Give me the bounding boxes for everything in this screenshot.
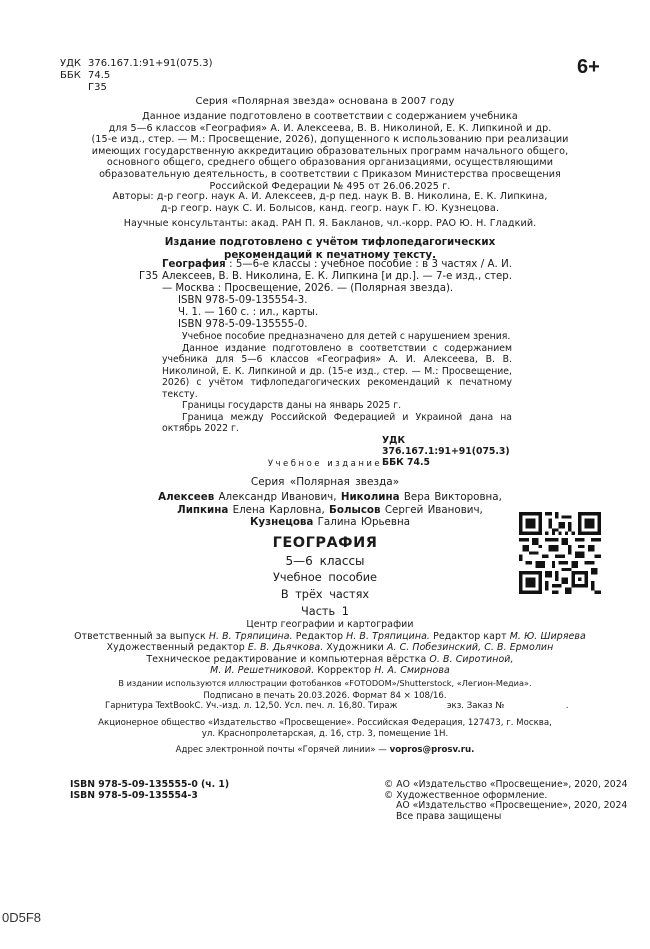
series-founded: Серия «Полярная звезда» основана в 2007 году: [195, 96, 455, 107]
credit-person: М. И. Решетниковой.: [210, 665, 315, 677]
author-name: Александр Иванович,: [218, 491, 337, 503]
author-mark: Г35: [88, 82, 107, 93]
authors-line: [40, 191, 620, 214]
isbn-set-footer: ISBN 978-5-09-135554-3: [70, 789, 198, 801]
credit-person: Н. В. Тряпицина.: [346, 630, 430, 642]
note-line: (15-е изд., стер. — М.: Просвещение, 2026), допущенного к использованию при реализации: [91, 134, 569, 146]
hotline-email[interactable]: vopros@prosv.ru.: [389, 745, 475, 755]
copyright-line-4: Все права защищены: [396, 810, 502, 822]
credit-person: Н. В. Тряпицина.: [208, 630, 293, 642]
credit-label: Редактор: [292, 630, 347, 642]
tiflo-line-2: рекомендаций к печатному тексту.: [223, 248, 437, 261]
author-surname: Кузнецова: [249, 516, 314, 528]
catalog-card: [162, 259, 512, 468]
credit-label: Корректор: [314, 665, 375, 677]
authors-row-2: [140, 504, 520, 517]
book-part: Часть 1: [301, 605, 349, 618]
isbn-part-footer: ISBN 978-5-09-135555-0 (ч. 1): [70, 779, 230, 790]
print-specs: [105, 701, 625, 712]
series: Серия «Полярная звезда»: [250, 476, 400, 488]
author-name: Вера Викторовна,: [403, 491, 502, 503]
print-specs-text: Гарнитура TextBookC. Уч.-изд. л. 12,50. Усл. печ. л. 16,80. Тираж: [105, 701, 398, 711]
credit-label: Художники: [323, 642, 387, 654]
author-name: Галина Юрьевна: [317, 516, 411, 528]
part-info: Ч. 1. — 160 с. : ил., карты.: [178, 307, 319, 318]
purpose: Учебное пособие предназначено для детей с нарушением зрения.: [182, 331, 511, 342]
copies-label: экз. Заказ №: [446, 701, 505, 711]
credit-label: Ответственный за выпуск: [74, 630, 209, 642]
note-line: Данное издание подготовлено в соответствии с содержанием учебника: [142, 111, 518, 122]
copyright-line-3: АО «Издательство «Просвещение», 2020, 2024: [396, 800, 628, 811]
edition-type: Учебное издание: [267, 459, 383, 469]
borders-date: Границы государств даны на январь 2025 г.: [182, 400, 402, 411]
credits-row-4: [20, 665, 640, 677]
book-parts: В трёх частях: [280, 588, 370, 601]
authors-row-1: [140, 491, 520, 504]
tiflo-line-1: Издание подготовлено с учётом тифлопедагогических: [164, 236, 496, 248]
credit-person: Е. В. Дьячкова.: [247, 642, 324, 654]
card-udk: [162, 435, 512, 457]
center: Центр географии и картографии: [246, 619, 414, 630]
credits: [20, 619, 640, 677]
authors-row-3: [140, 516, 520, 529]
catalog-title: [162, 259, 512, 295]
catalog-mark: Г35: [139, 271, 159, 282]
full-authors: [140, 491, 520, 529]
classification-block: [60, 58, 213, 94]
author-name: Елена Карловна,: [232, 503, 325, 516]
credits-row-1: [20, 631, 640, 643]
udk-value: 376.167.1:91+91(075.3): [88, 58, 213, 69]
illustrations-note: В издании используются иллюстрации фотобанков «FOTODOM»/Shutterstock, «Легион-Медиа».: [118, 678, 532, 688]
catalog-title-rest: : 5—6-е классы : учебное пособие : в 3 частях / А. И. Алексеев, В. В. Николина, Е. К. Липкина [и др.]. — 7-е изд., стер. — Москва : Просвещение, 2026. — (Полярная звезда).: [162, 259, 512, 294]
note-line: образовательную деятельность, в соответствии с Приказом Министерства просвещения: [99, 168, 561, 180]
bbk-value: 74.5: [88, 70, 111, 81]
publisher-line-2: ул. Краснопролетарская, д. 16, стр. 3, помещение 1Н.: [201, 729, 449, 739]
print-signed: Подписано в печать 20.03.2026. Формат 84 × 108/16.: [203, 691, 447, 701]
based-on: Данное издание подготовлено в соответствии с содержанием учебника для 5—6 классов «География» А. И. Алексеева, В. В. Николиной, Е. К. Липкиной и др. (15-е изд., стер. — М.: Просвещение, 2026) с учётом тифлопедагогических рекомендаций к печатному тексту.: [162, 342, 512, 400]
ukraine-border: Граница между Российской Федерацией и Украиной дана на октябрь 2022 г.: [162, 411, 512, 434]
publisher: [0, 718, 650, 740]
book-title: ГЕОГРАФИЯ: [272, 535, 378, 551]
bbk-label: ББК: [60, 70, 81, 81]
author-surname: Болысов: [329, 503, 381, 516]
credit-label: Техническое редактирование и компьютерная вёрстка: [146, 653, 430, 665]
author-surname: Липкина: [177, 503, 229, 516]
end-dot: .: [565, 701, 569, 711]
catalog-title-bold: География: [162, 259, 226, 270]
book-grades: 5—6 классы: [285, 554, 365, 568]
preparation-note: [40, 111, 620, 192]
author-surname: Алексеев: [158, 491, 215, 503]
age-rating: 6+: [577, 56, 600, 78]
note-line: основного общего, среднего общего образования организациями, осуществляющими: [106, 157, 554, 169]
credit-label: Художественный редактор: [106, 642, 248, 654]
page-code: 0D5F8: [2, 910, 42, 925]
udk-label: УДК: [60, 58, 82, 69]
card-udk-text: УДК 376.167.1:91+91(075.3): [382, 434, 510, 457]
tiflo-note: [40, 236, 620, 261]
authors-line-2: д-р геогр. наук С. И. Болысов, канд. геогр. наук Г. Ю. Кузнецова.: [160, 202, 500, 214]
credits-row-2: [20, 642, 640, 654]
note-line: имеющих государственную аккредитацию образовательных программ начального общего,: [91, 145, 569, 157]
copyright: [384, 780, 628, 822]
isbn-part: ISBN 978-5-09-135555-0.: [178, 319, 308, 330]
publisher-line-1: Акционерное общество «Издательство «Просвещение». Российская Федерация, 127473, г. Москва,: [98, 718, 552, 728]
credit-person: О. В. Сиротиной,: [429, 653, 514, 665]
card-bbk-text: ББК 74.5: [382, 456, 430, 468]
copyright-line-2: © Художественное оформление.: [384, 789, 548, 801]
book-type: Учебное пособие: [273, 571, 377, 584]
credit-label: Редактор карт: [430, 630, 510, 642]
credit-person: М. Ю. Ширяева: [509, 630, 586, 642]
authors-line-1: Авторы: д-р геогр. наук А. И. Алексеев, д-р пед. наук В. В. Николина, Е. К. Липкина,: [112, 191, 548, 202]
note-line: Российской Федерации № 495 от 26.06.2025 г.: [209, 180, 451, 192]
author-surname: Николина: [340, 491, 400, 503]
copyright-line-1: © АО «Издательство «Просвещение», 2020, 2024: [384, 779, 628, 790]
credit-person: А. С. Побезинский, С. В. Ермолин: [386, 642, 554, 654]
note-line: для 5—6 классов «География» А. И. Алексеева, В. В. Николиной, Е. К. Липкиной и др.: [108, 122, 552, 134]
credits-row-3: [20, 654, 640, 666]
isbn-set: ISBN 978-5-09-135554-3.: [178, 295, 308, 306]
consultants: Научные консультанты: акад. РАН П. Я. Бакланов, чл.-корр. РАО Ю. Н. Гладкий.: [123, 218, 537, 229]
isbn-footer: [70, 780, 229, 801]
credit-person: Н. А. Смирнова: [374, 665, 450, 677]
hotline: [0, 745, 650, 756]
hotline-label: Адрес электронной почты «Горячей линии» —: [175, 745, 390, 755]
author-name: Сергей Иванович,: [384, 503, 483, 516]
